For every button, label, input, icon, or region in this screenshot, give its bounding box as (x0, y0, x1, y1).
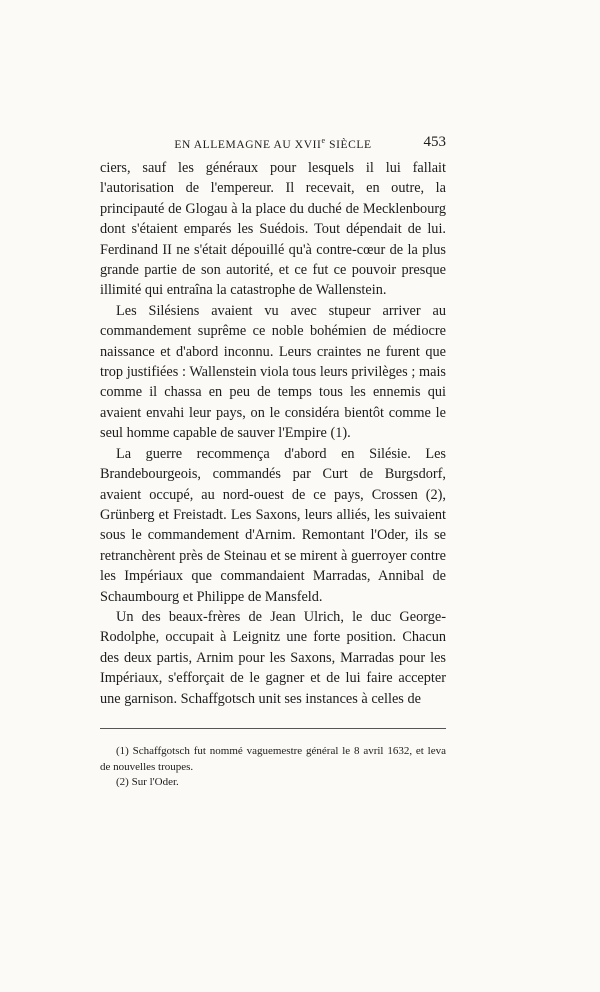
paragraph: Un des beaux-frères de Jean Ulrich, le duc George-Rodolphe, occupait à Leignitz une forte position. Chacun des deux partis, Arnim pour les Saxons, Marradas pour les Impériaux, s'efforçait de le gagner et de lui faire accepter une garnison. Schaffgotsch unit ses instances à celles de (100, 608, 446, 707)
footnotes (100, 744, 446, 791)
running-head-title (100, 136, 446, 151)
paragraph-continued: ciers, sauf les généraux pour lesquels il lui fallait l'autorisation de l'empereur. Il recevait, en outre, la principauté de Glogau à la place du duché de Mecklenbourg dont s'étaient emparés les Suédois. Tout dépendait de lui. Ferdinand II ne s'était dépouillé qu'à contre-cœur de la plus grande partie de son autorité, et ce fut ce pouvoir presque illimité qui entraîna la catastrophe de Wallenstein. (100, 160, 446, 299)
running-head-superscript: e (321, 136, 326, 145)
body-text (100, 158, 446, 709)
paragraph: Les Silésiens avaient vu avec stupeur arriver au commandement suprême ce noble bohémien de médiocre naissance et d'abord inconnu. Leurs craintes ne furent que trop justifiées : Wallenstein viola tous leurs privilèges ; mais comme il chassa en peu de temps tous les ennemis qui avaient envahi leur pays, on le considéra bientôt comme le seul homme capable de sauver l'Empire (1). (100, 302, 446, 442)
running-head-title-suffix: SIÈCLE (325, 138, 372, 151)
running-head-title-text: EN ALLEMAGNE AU XVII (174, 138, 322, 151)
footnote: (2) Sur l'Oder. (116, 776, 179, 788)
running-head (100, 136, 446, 156)
footnote: (1) Schaffgotsch fut nommé vaguemestre général le 8 avril 1632, et leva de nouvelles troupes. (100, 745, 446, 773)
paragraph: La guerre recommença d'abord en Silésie. Les Brandebourgeois, commandés par Curt de Burgsdorf, avaient occupé, au nord-ouest de ce pays, Crossen (2), Grünberg et Freistadt. Les Saxons, leurs alliés, les suivaient sous le commandement d'Arnim. Remontant l'Oder, ils se retranchèrent près de Steinau et se mirent à guerroyer contre les Impériaux que commandaient Marradas, Annibal de Schaumbourg et Philippe de Mansfeld. (100, 445, 446, 605)
footnote-separator (100, 728, 446, 729)
page-number: 453 (423, 134, 446, 150)
